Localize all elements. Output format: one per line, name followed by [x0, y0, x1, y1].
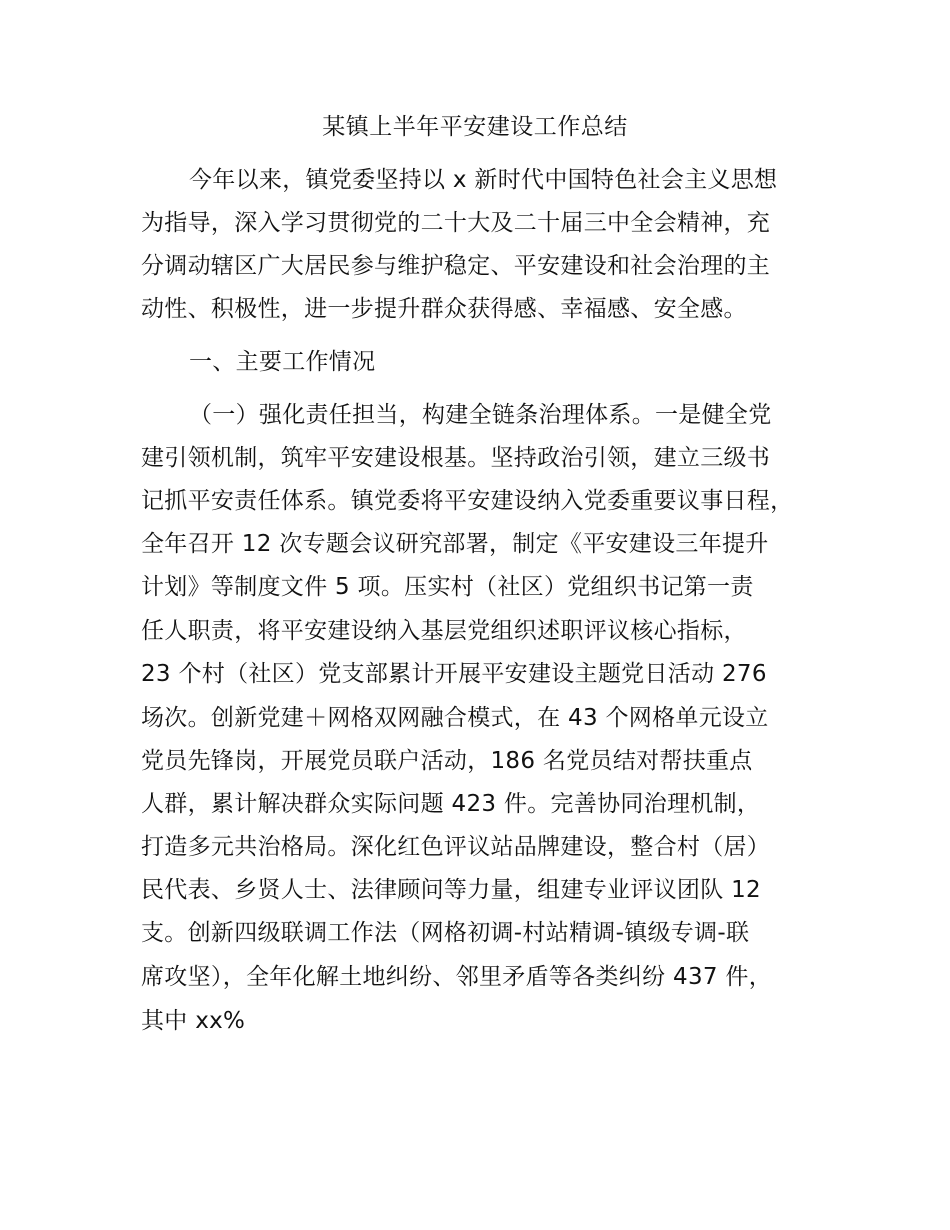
paragraph-line: 为指导，深入学习贯彻党的二十大及二十届三中全会精神，充: [141, 210, 771, 236]
paragraph-line: 人群，累计解决群众实际问题 423 件。完善协同治理机制，: [141, 791, 761, 817]
paragraph-line: 民代表、乡贤人士、法律顾问等力量，组建专业评议团队 12: [141, 877, 761, 903]
paragraph-line: 任人职责，将平安建设纳入基层党组织述职评议核心指标，: [141, 618, 747, 644]
paragraph-line: 今年以来，镇党委坚持以 x 新时代中国特色社会主义思想: [189, 167, 778, 193]
paragraph-line: 计划》等制度文件 5 项。压实村（社区）党组织书记第一责: [141, 574, 754, 600]
paragraph-line: （一）强化责任担当，构建全链条治理体系。一是健全党: [189, 402, 772, 428]
paragraph-line: 建引领机制，筑牢平安建设根基。坚持政治引领，建立三级书: [141, 445, 771, 471]
paragraph-line: 其中 xx%: [141, 1008, 246, 1034]
paragraph-line: 动性、积极性，进一步提升群众获得感、幸福感、安全感。: [141, 296, 747, 322]
section-heading: 一、主要工作情况: [189, 349, 376, 375]
paragraph-line: 场次。创新党建＋网格双网融合模式，在 43 个网格单元设立: [141, 705, 769, 731]
paragraph-line: 党员先锋岗，开展党员联户活动，186 名党员结对帮扶重点: [141, 748, 753, 774]
paragraph-line: 打造多元共治格局。深化红色评议站品牌建设，整合村（居）: [141, 834, 771, 860]
document-title: 某镇上半年平安建设工作总结: [322, 114, 628, 140]
paragraph-line: 支。创新四级联调工作法（网格初调-村站精调-镇级专调-联: [141, 920, 750, 946]
paragraph-line: 分调动辖区广大居民参与维护稳定、平安建设和社会治理的主: [141, 253, 771, 279]
paragraph-line: 席攻坚），全年化解土地纠纷、邻里矛盾等各类纠纷 437 件，: [141, 964, 773, 990]
paragraph-line: 全年召开 12 次专题会议研究部署，制定《平安建设三年提升: [141, 531, 769, 557]
paragraph-line: 23 个村（社区）党支部累计开展平安建设主题党日活动 276: [141, 661, 767, 687]
paragraph-line: 记抓平安责任体系。镇党委将平安建设纳入党委重要议事日程，: [141, 488, 794, 514]
